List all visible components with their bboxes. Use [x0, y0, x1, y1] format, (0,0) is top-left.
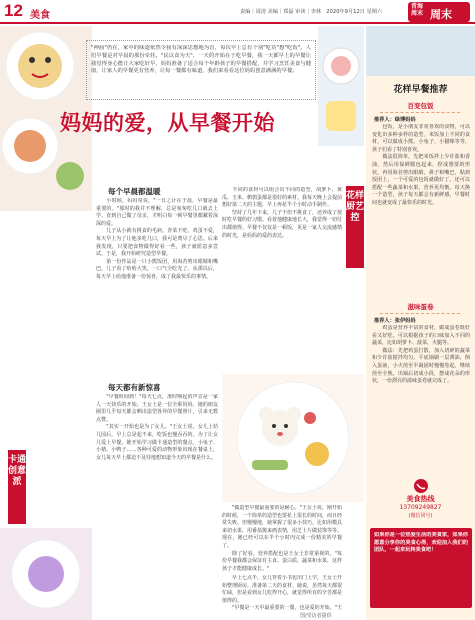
recipe2-title: 滋味蛋卷 — [407, 304, 434, 311]
article2-col2: "做造型早餐最重要的是耐心。"王女士说，刚开始的时候，一个简单的造型也要花上很长的时间，而且经常失败。但慢慢地，她掌握了很多小技巧，比如用模具来切水果，用番茄酱来画表情，用芝士片做装饰等等。现在，她已经可以在半个小时内完成一份精美的早餐了。 除了好看，营养搭配也是王女士非常重视的。"每份早餐我都会保证有主食、蛋白质、蔬菜和水果，这样孩子才能健康成长。" — [222, 505, 342, 572]
breakfast-plate-photo — [222, 374, 364, 502]
food-photo-bottom-left — [0, 528, 92, 620]
intro-box — [86, 40, 316, 100]
logo-small: 青海 周末 — [411, 4, 424, 17]
contact-wechat: (微信同号) — [408, 513, 433, 519]
article2-col3: 早上七点半，女儿背着小书包出门上学，王女士开始整理厨房，准备第二天的食材。她说，虽然每天都很忙碌，但是看到女儿吃得开心，就觉得所有的辛苦都是值得的。 "早餐是一天中最重要的一餐，也是爱的开始。"王 — [222, 575, 342, 611]
contact-title: 美食热线 — [406, 496, 435, 503]
editor-meta: 责编｜周清 美编｜郑磊 审读｜李林 2020年9月12日 星期六 — [240, 9, 383, 15]
contact-phone: 13709249827 — [399, 504, 442, 511]
page-title: 妈妈的爱，从早餐开始 — [60, 111, 275, 135]
page-header — [0, 0, 475, 24]
promo-text: 如果你是一位热爱生活的美食家，如果你愿意分享你的美食心得，欢迎加入我们的团队，一起来玩转美食吧！ — [374, 532, 468, 554]
sidebar-title: 花样早餐推荐 — [393, 84, 448, 94]
article1-col1: 小时候，妈妈常说，"一日之计在于晨，早餐是最重要的。"那时的我并不理解，总是匆匆吃几口就去上学。直到自己做了母亲，才明白每一顿早餐里都藏着深深的爱。 儿子从小就有挑食的毛病，青菜不吃，鸡蛋不爱，每天早上为了让他多吃几口，我可是费尽了心思。后来我发现，只要把食物做得好看一些，孩子就愿意多尝试。于是，我开始研究造型早餐。 第一份作品是一只小熊饭团，用海苔剪出眼睛和嘴巴，儿子看了哈哈大笑，一口气全吃光了。从那以后，每天早上给他准备一份惊喜，成了我最快乐的事情。 — [96, 198, 218, 280]
tag-flower-cooking: 花样厨艺控 — [346, 186, 364, 268]
article2-col1: "早餐时间到！"每天七点，准时响起的声音是一家人一天快乐的开始。王女士是一位全职妈妈，她的朋友圈里几乎每天都会晒出造型各异的早餐照片，引来无数点赞。 "其实一开始也是为了女儿。"王女士说，女儿上幼儿园后，早上总是起不来，吃饭也慢吞吞的。为了让女儿爱上早餐，她开始学习做卡通造型的餐点。小兔子、小猪、小鸭子……各种可爱的动物形象出现在餐桌上，女儿每天早上都迫不及待地想知道今天的早餐是什么。 — [96, 394, 218, 461]
divider — [380, 112, 460, 113]
intro-text: "神曲"仍在，家中的味道依然令我有深深思想地为首，每次早上总有个别"吃货"想"吃饭"。人们早餐是对早晨的那份牵挂。"民以食为天"，一天的开始在于吃早餐，我一天都早上的早餐让我觉得身心能让大家吃好早，妈妈准备了适合每个年龄孩子的早餐搭配，并学习烹饪美食与健康，让家人的早餐更有营养，让每一餐都有味道，我们来看看这位妈妈创意满满的早餐。 — [91, 45, 311, 75]
section-label: 美食 — [30, 10, 50, 21]
food-photo-top-right — [318, 26, 364, 146]
divider — [380, 313, 460, 314]
photo-credit: 图/受访者提供 — [300, 613, 332, 619]
recipe1-title: 百变包饭 — [407, 103, 434, 110]
recipe1-recommender: 推荐人：绿博妈妈 — [374, 117, 416, 123]
phone-icon — [404, 478, 438, 494]
weekend-logo — [408, 2, 470, 22]
recipe1-text: 包饭，是小朋友非常喜欢的食物，可以变化出多种多样的造型。米饭加上不同的食材，可以做成小熊、小兔子、小猫咪等等，孩子们看了特别喜欢。 做法很简单，先把米饭拌上少许盐和香油，然后用保鲜膜包起来，捏成想要的形状。再用海苔剪出眼睛、鼻子和嘴巴，粘到饭团上，一个可爱的包饭就做好了。还可以搭配一些蔬菜和水果，营养更均衡。每天换一个造型，孩子每天都会有新鲜感，早餐时间也就变成了最快乐的时光。 — [372, 124, 470, 206]
recipe2-recommender: 推荐人：张伊妈妈 — [374, 318, 416, 324]
logo-big: 周末 — [430, 9, 452, 21]
recipe2-text: 鸡蛋是营养丰富的食材，做成蛋卷既好看又好吃。可以根据孩子的口味加入不同的蔬菜，比如胡萝卜、菠菜、火腿等。 做法：先把鸡蛋打散，加入切碎的蔬菜和少许盐搅拌均匀。平底锅刷一层薄油，倒入蛋液，小火煎至半凝固时慢慢卷起，继续煎至全熟。出锅后切成小段，摆成花朵的形状，一份漂亮的滋味蛋卷就完成了。 — [372, 325, 470, 385]
article2-subtitle: 每天都有新惊喜 — [108, 383, 161, 392]
sidebar-photo — [366, 26, 475, 76]
article1-col2: 不同的食材可以组合出不同的造型，胡萝卜、黄瓜、玉米、鹌鹑蛋都是很好的素材。我每天晚上会提前想好第二天的主题，早上再花半个小时动手制作。 坚持了几年下来，儿子不但不挑食了，还养成了按时吃早餐的好习惯。看着他健康地长大，我觉得一切付出都值得。早餐不仅仅是一顿饭，更是一家人交流感情的时光，是妈妈的爱的表达。 — [222, 187, 342, 239]
page-number: 12 — [4, 1, 23, 20]
tag-cartoon-creative: 卡通创意派 — [8, 450, 26, 524]
article1-subtitle: 每个早晨都温暖 — [108, 187, 161, 196]
